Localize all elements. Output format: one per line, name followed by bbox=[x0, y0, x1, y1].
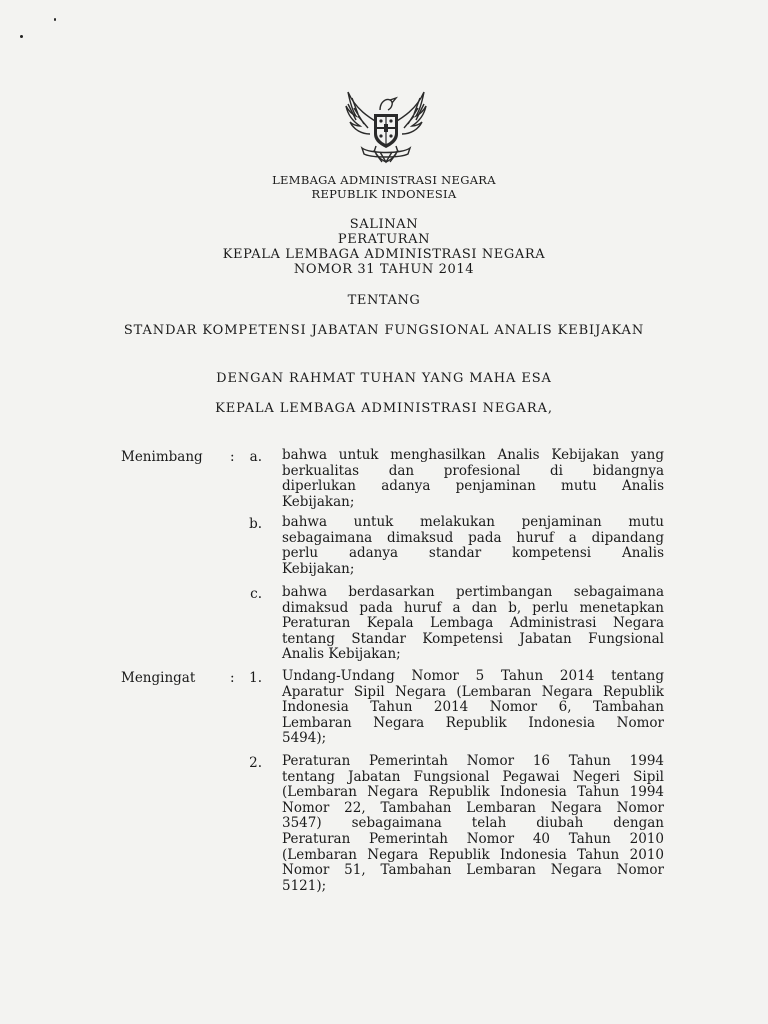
text-line: Undang-Undang Nomor 5 Tahun 2014 tentang bbox=[282, 668, 664, 684]
mengingat-marker-2: 2. bbox=[249, 755, 262, 771]
menimbang-label: Menimbang bbox=[121, 449, 203, 465]
text-line: bahwa untuk melakukan penjaminan mutu bbox=[282, 514, 664, 530]
text-line: Peraturan Kepala Lembaga Administrasi Negara bbox=[282, 615, 664, 632]
text-line: sebagaimana dimaksud pada huruf a dipandang bbox=[282, 529, 664, 546]
preamble-authority: KEPALA LEMBAGA ADMINISTRASI NEGARA, bbox=[215, 401, 553, 416]
text-line: 5121); bbox=[282, 877, 327, 894]
text-line: Kebijakan; bbox=[282, 493, 355, 510]
country-name: REPUBLIK INDONESIA bbox=[311, 187, 457, 201]
text-line: 3547) sebagaimana telah diubah dengan bbox=[282, 815, 664, 832]
text-line: diperlukan adanya penjaminan mutu Analis bbox=[282, 478, 664, 495]
text-line: Lembaran Negara Republik Indonesia Nomor bbox=[282, 714, 664, 731]
text-line: (Lembaran Negara Republik Indonesia Tahun 1994 bbox=[282, 784, 664, 801]
menimbang-marker-c: c. bbox=[250, 586, 262, 602]
mengingat-item-2 bbox=[282, 754, 664, 894]
text-line: Peraturan Pemerintah Nomor 16 Tahun 1994 bbox=[282, 753, 664, 769]
text-line: Nomor 22, Tambahan Lembaran Negara Nomor bbox=[282, 799, 664, 816]
text-line: tentang Jabatan Fungsional Pegawai Negeri Sipil bbox=[282, 768, 664, 785]
text-line: 5494); bbox=[282, 730, 327, 747]
text-line: Indonesia Tahun 2014 Nomor 6, Tambahan bbox=[282, 699, 664, 716]
copy-label: SALINAN bbox=[349, 217, 419, 232]
preamble-grace: DENGAN RAHMAT TUHAN YANG MAHA ESA bbox=[216, 371, 552, 386]
scan-speck bbox=[20, 35, 23, 38]
menimbang-item-b bbox=[282, 515, 664, 577]
text-line: dimaksud pada huruf a dan b, perlu menetapkan bbox=[282, 599, 664, 616]
menimbang-item-a bbox=[282, 448, 664, 510]
mengingat-label: Mengingat bbox=[121, 670, 196, 686]
text-line: bahwa berdasarkan pertimbangan sebagaimana bbox=[282, 584, 664, 600]
text-line: Nomor 51, Tambahan Lembaran Negara Nomor bbox=[282, 862, 664, 879]
regulation-number: NOMOR 31 TAHUN 2014 bbox=[293, 262, 475, 277]
text-line: Peraturan Pemerintah Nomor 40 Tahun 2010 bbox=[282, 830, 664, 847]
text-line: Analis Kebijakan; bbox=[282, 646, 401, 663]
doc-type: PERATURAN bbox=[337, 232, 431, 247]
regulation-subject: STANDAR KOMPETENSI JABATAN FUNGSIONAL ANALIS KEBIJAKAN bbox=[123, 323, 645, 338]
institution-name: LEMBAGA ADMINISTRASI NEGARA bbox=[272, 173, 496, 187]
mengingat-marker-1: 1. bbox=[249, 670, 262, 686]
menimbang-marker-a: a. bbox=[249, 449, 262, 465]
text-line: (Lembaran Negara Republik Indonesia Tahun 2010 bbox=[282, 846, 664, 863]
menimbang-colon: : bbox=[230, 449, 235, 465]
issuer: KEPALA LEMBAGA ADMINISTRASI NEGARA bbox=[222, 247, 546, 262]
text-line: Kebijakan; bbox=[282, 560, 355, 577]
text-line: bahwa untuk menghasilkan Analis Kebijakan yang bbox=[282, 447, 664, 463]
menimbang-item-c bbox=[282, 585, 664, 663]
mengingat-item-1 bbox=[282, 669, 664, 747]
garuda-emblem bbox=[340, 84, 432, 170]
text-line: berkualitas dan profesional di bidangnya bbox=[282, 462, 664, 479]
text-line: tentang Standar Kompetensi Jabatan Fungsional bbox=[282, 630, 664, 647]
text-line: Aparatur Sipil Negara (Lembaran Negara Republik bbox=[282, 683, 664, 700]
about-label: TENTANG bbox=[347, 293, 421, 308]
mengingat-colon: : bbox=[230, 670, 235, 686]
menimbang-marker-b: b. bbox=[249, 516, 262, 532]
scan-speck bbox=[54, 18, 56, 21]
text-line: perlu adanya standar kompetensi Analis bbox=[282, 545, 664, 562]
